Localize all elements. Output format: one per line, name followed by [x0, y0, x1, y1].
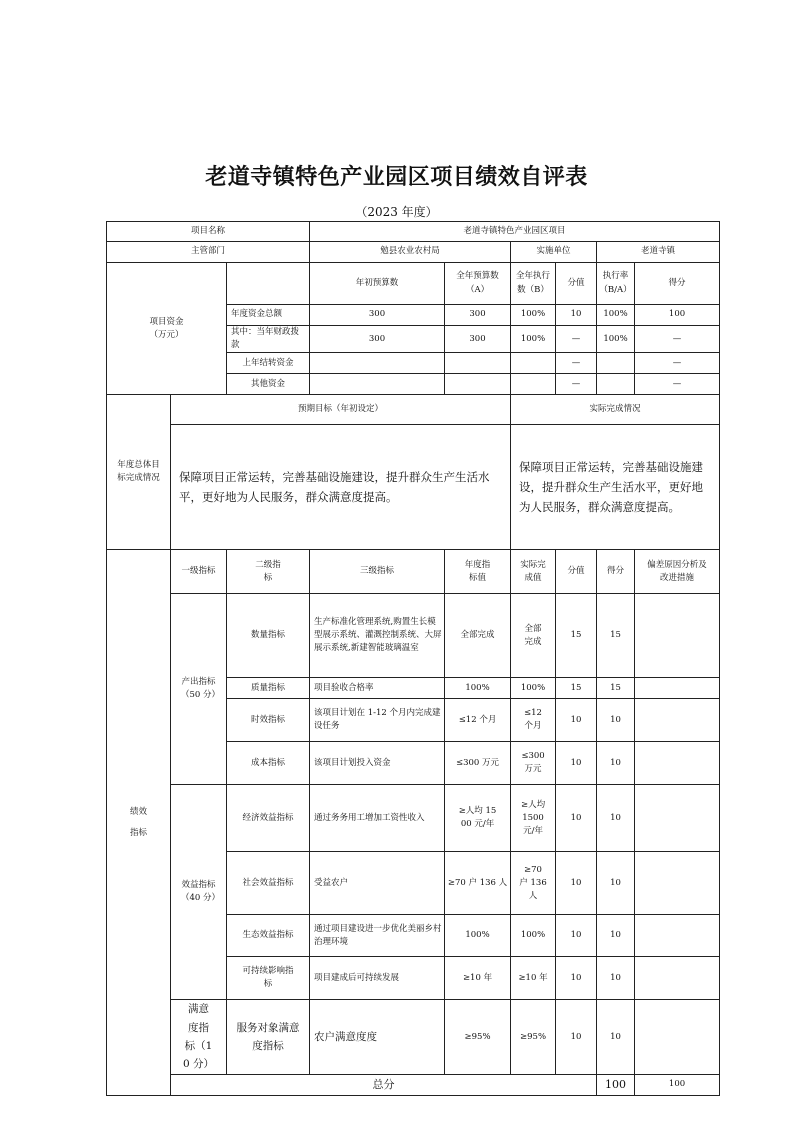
- perf-score: 15: [597, 678, 635, 699]
- perf-value: 10: [556, 742, 597, 785]
- perf-header-actual: 实际完成值: [511, 550, 556, 594]
- total-value: 100: [597, 1074, 635, 1095]
- perf-target: ≥人均 1500 元/年: [445, 785, 511, 852]
- funds-row-annual: 300: [445, 305, 511, 326]
- funds-header-empty: [227, 263, 310, 305]
- funds-row-exec: [511, 374, 556, 395]
- funds-row-initial: 300: [310, 326, 445, 353]
- perf-level2: 生态效益指标: [227, 915, 310, 957]
- funds-row-rate: 100%: [597, 326, 635, 353]
- perf-target: ≤12 个月: [445, 699, 511, 742]
- perf-level2: 可持续影响指标: [227, 957, 310, 1000]
- perf-score: 10: [597, 915, 635, 957]
- perf-deviation: [635, 915, 720, 957]
- perf-deviation: [635, 742, 720, 785]
- perf-value: 15: [556, 594, 597, 678]
- perf-header-deviation: 偏差原因分析及改进措施: [635, 550, 720, 594]
- perf-header-target: 年度指标值: [445, 550, 511, 594]
- total-score: 100: [635, 1074, 720, 1095]
- perf-actual: ≥10 年: [511, 957, 556, 1000]
- project-name-label: 项目名称: [107, 222, 310, 242]
- satisfaction-group-label: 满意度指标（10 分）: [171, 1000, 227, 1075]
- impl-unit-value: 老道寺镇: [597, 242, 720, 263]
- dept-label: 主管部门: [107, 242, 310, 263]
- perf-target: 100%: [445, 678, 511, 699]
- perf-value: 15: [556, 678, 597, 699]
- perf-actual: ≥70 户 136 人: [511, 852, 556, 915]
- perf-level3: 通过务务用工增加工资性收入: [310, 785, 445, 852]
- perf-level2: 服务对象满意度指标: [227, 1000, 310, 1075]
- perf-score: 15: [597, 594, 635, 678]
- perf-level3: 农户满意度度: [310, 1000, 445, 1075]
- perf-actual: ≥95%: [511, 1000, 556, 1075]
- funds-row-value: —: [556, 353, 597, 374]
- perf-row: [107, 785, 720, 852]
- perf-level3: 该项目计划投入资金: [310, 742, 445, 785]
- perf-value: 10: [556, 915, 597, 957]
- benefit-group-label: 效益指标（40 分）: [171, 785, 227, 1000]
- dept-value: 勉县农业农村局: [310, 242, 511, 263]
- funds-row-score: —: [635, 353, 720, 374]
- perf-deviation: [635, 678, 720, 699]
- perf-deviation: [635, 699, 720, 742]
- perf-target: 全部完成: [445, 594, 511, 678]
- goals-actual-header: 实际完成情况: [511, 395, 720, 425]
- perf-level2: 数量指标: [227, 594, 310, 678]
- perf-header-level2: 二级指标: [227, 550, 310, 594]
- perf-actual: 100%: [511, 678, 556, 699]
- perf-value: 10: [556, 852, 597, 915]
- perf-value: 10: [556, 699, 597, 742]
- funds-row-name: 上年结转资金: [227, 353, 310, 374]
- perf-level3: 受益农户: [310, 852, 445, 915]
- perf-actual: 全部完成: [511, 594, 556, 678]
- funds-row-value: 10: [556, 305, 597, 326]
- funds-row-exec: [511, 353, 556, 374]
- funds-label-line2: （万元）: [149, 329, 184, 340]
- funds-row-initial: [310, 353, 445, 374]
- perf-actual: 100%: [511, 915, 556, 957]
- funds-row-score: —: [635, 374, 720, 395]
- funds-row-exec: 100%: [511, 305, 556, 326]
- perf-target: ≤300 万元: [445, 742, 511, 785]
- funds-header-value: 分值: [556, 263, 597, 305]
- perf-score: 10: [597, 1000, 635, 1075]
- perf-level3: 项目验收合格率: [310, 678, 445, 699]
- funds-row-annual: 300: [445, 326, 511, 353]
- perf-score: 10: [597, 699, 635, 742]
- perf-score: 10: [597, 957, 635, 1000]
- perf-header-value: 分值: [556, 550, 597, 594]
- perf-target: ≥10 年: [445, 957, 511, 1000]
- perf-level2: 质量指标: [227, 678, 310, 699]
- perf-level3: 该项目计划在 1-12 个月内完成建设任务: [310, 699, 445, 742]
- goals-label: 年度总体目标完成情况: [107, 395, 171, 550]
- goals-expected-text: 保障项目正常运转，完善基础设施建设，提升群众生产生活水平，更好地为人民服务，群众满意度提高。: [171, 425, 511, 550]
- perf-header-level1: 一级指标: [171, 550, 227, 594]
- funds-row-name: 其他资金: [227, 374, 310, 395]
- page-title: 老道寺镇特色产业园区项目绩效自评表: [205, 165, 588, 190]
- perf-target: 100%: [445, 915, 511, 957]
- funds-header-score: 得分: [635, 263, 720, 305]
- funds-row-name: 其中：当年财政拨款: [227, 326, 310, 353]
- total-label: 总分: [171, 1074, 597, 1095]
- perf-deviation: [635, 852, 720, 915]
- perf-actual: ≥人均 1500 元/年: [511, 785, 556, 852]
- perf-score: 10: [597, 742, 635, 785]
- perf-deviation: [635, 1000, 720, 1075]
- funds-row-score: 100: [635, 305, 720, 326]
- perf-level2: 经济效益指标: [227, 785, 310, 852]
- funds-row-initial: 300: [310, 305, 445, 326]
- perf-value: 10: [556, 957, 597, 1000]
- perf-level2: 社会效益指标: [227, 852, 310, 915]
- funds-header-annual: 全年预算数（A）: [445, 263, 511, 305]
- perf-level3: 通过项目建设进一步优化美丽乡村治理环境: [310, 915, 445, 957]
- funds-row-initial: [310, 374, 445, 395]
- funds-row-rate: [597, 374, 635, 395]
- funds-row-rate: 100%: [597, 305, 635, 326]
- evaluation-table: [106, 221, 720, 1096]
- funds-row-score: —: [635, 326, 720, 353]
- funds-label: [107, 263, 227, 395]
- perf-level3: 项目建成后可持续发展: [310, 957, 445, 1000]
- perf-header-score: 得分: [597, 550, 635, 594]
- funds-header-exec: 全年执行数（B）: [511, 263, 556, 305]
- funds-row-annual: [445, 374, 511, 395]
- perf-row: [107, 594, 720, 678]
- perf-deviation: [635, 785, 720, 852]
- perf-target: ≥95%: [445, 1000, 511, 1075]
- perf-header-level3: 三级指标: [310, 550, 445, 594]
- project-name-value: 老道寺镇特色产业园区项目: [310, 222, 720, 242]
- perf-score: 10: [597, 852, 635, 915]
- goals-actual-text: 保障项目正常运转，完善基础设施建设，提升群众生产生活水平，更好地为人民服务，群众满意度提高。: [511, 425, 720, 550]
- funds-row-rate: [597, 353, 635, 374]
- funds-row-value: —: [556, 374, 597, 395]
- funds-row-annual: [445, 353, 511, 374]
- output-group-label: 产出指标（50 分）: [171, 594, 227, 785]
- perf-level3: 生产标准化管理系统,购置生长模型展示系统、灌溉控制系统、大屏展示系统,新建智能玻璃温室: [310, 594, 445, 678]
- perf-value: 10: [556, 785, 597, 852]
- perf-level2: 时效指标: [227, 699, 310, 742]
- funds-label-line1: 项目资金: [149, 316, 184, 327]
- funds-header-rate: 执行率（B/A）: [597, 263, 635, 305]
- perf-level2: 成本指标: [227, 742, 310, 785]
- perf-deviation: [635, 957, 720, 1000]
- perf-value: 10: [556, 1000, 597, 1075]
- perf-score: 10: [597, 785, 635, 852]
- funds-row-exec: 100%: [511, 326, 556, 353]
- impl-unit-label: 实施单位: [511, 242, 597, 263]
- funds-header-initial: 年初预算数: [310, 263, 445, 305]
- perf-deviation: [635, 594, 720, 678]
- funds-row-value: —: [556, 326, 597, 353]
- performance-label: 绩效指标: [107, 550, 171, 1096]
- report-year: （2023 年度）: [355, 205, 438, 219]
- funds-row-name: 年度资金总额: [227, 305, 310, 326]
- perf-row: [107, 1000, 720, 1075]
- perf-actual: ≤300 万元: [511, 742, 556, 785]
- perf-actual: ≤12 个月: [511, 699, 556, 742]
- perf-target: ≥70 户 136 人: [445, 852, 511, 915]
- goals-expected-header: 预期目标（年初设定）: [171, 395, 511, 425]
